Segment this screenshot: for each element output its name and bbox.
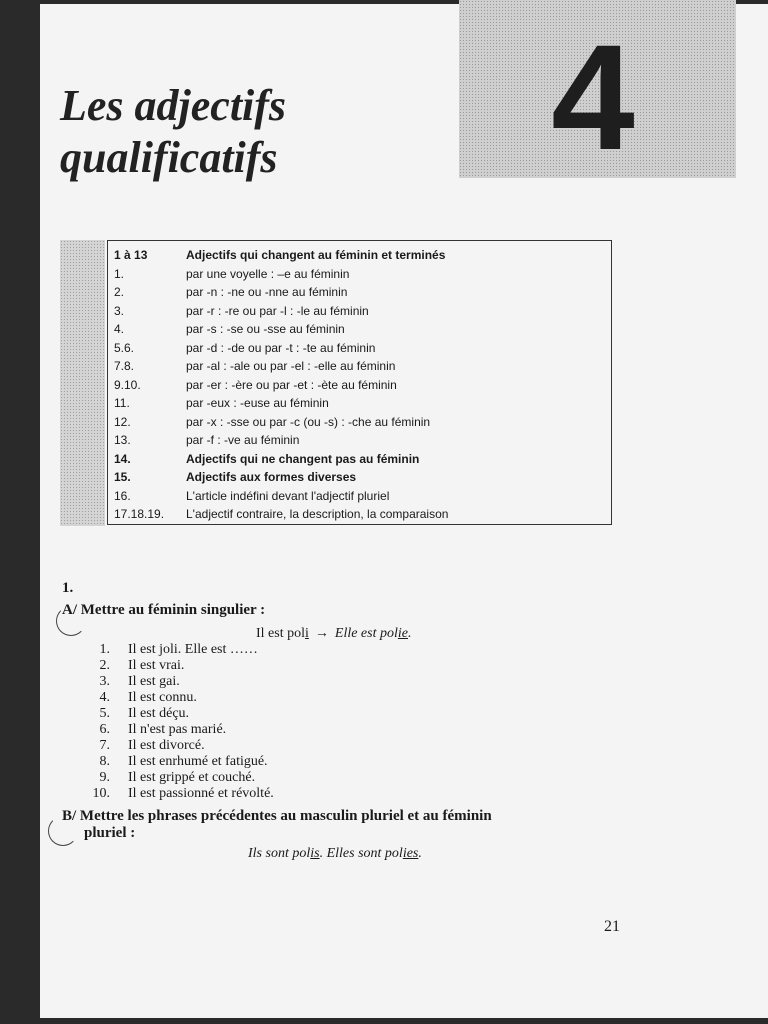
list-item	[84, 786, 274, 802]
list-item-number: 5.	[99, 706, 110, 721]
example-a-prefix: Il est pol	[256, 626, 305, 641]
toc-row-text: par -eux : -euse au féminin	[186, 396, 329, 410]
toc-row-text: Adjectifs aux formes diverses	[186, 470, 357, 484]
section-b-heading-line2: pluriel :	[84, 825, 136, 841]
toc-row	[108, 487, 611, 506]
list-item-text: Il est enrhumé et fatigué.	[128, 754, 268, 769]
list-item	[84, 706, 274, 722]
chapter-number: 4	[551, 13, 635, 181]
section-a-heading: A/ Mettre au féminin singulier :	[62, 602, 266, 618]
toc-row	[108, 431, 611, 450]
example-a	[256, 626, 412, 642]
toc-row	[108, 320, 611, 339]
toc-shade-strip	[60, 240, 105, 526]
section-b-heading	[62, 808, 602, 842]
toc-row-text: par -s : -se ou -sse au féminin	[186, 322, 345, 336]
toc-row-number: 1.	[114, 266, 125, 281]
list-item-text: Il est joli. Elle est ……	[128, 642, 258, 657]
toc-row-number: 11.	[114, 396, 130, 410]
toc-row-number: 17.18.19.	[114, 507, 165, 521]
list-item-text: Il est grippé et couché.	[128, 770, 256, 785]
exercise-number: 1.	[62, 580, 74, 596]
toc-row-number: 9.10.	[114, 377, 141, 392]
toc-row	[108, 450, 611, 469]
toc-row-text: par -f : -ve au féminin	[186, 433, 300, 447]
chapter-title-line1: Les adjectifs	[60, 81, 287, 130]
list-item	[84, 770, 274, 786]
example-a-prefix-underline: i	[305, 626, 309, 641]
chapter-title	[60, 80, 440, 184]
toc-row-number: 7.8.	[114, 359, 135, 373]
toc-row-number: 13.	[114, 433, 131, 447]
list-item	[84, 658, 274, 674]
list-item-number: 4.	[99, 690, 110, 705]
toc-row-number: 12.	[114, 414, 131, 429]
list-item	[84, 754, 274, 770]
toc-row-text: par -er : -ère ou par -et : -ète au féminin	[186, 377, 397, 392]
list-item-number: 3.	[99, 674, 110, 689]
list-item	[84, 690, 274, 706]
list-item-number: 9.	[99, 770, 110, 785]
section-b-heading-line1: B/ Mettre les phrases précédentes au masculin pluriel et au féminin	[62, 808, 492, 824]
list-item-number: 6.	[99, 722, 110, 737]
toc-row	[108, 283, 611, 302]
toc-row	[108, 505, 611, 524]
toc-row-text: L'adjectif contraire, la description, la comparaison	[186, 507, 449, 521]
list-item-text: Il est gai.	[128, 674, 180, 689]
chapter-title-line2: qualificatifs	[60, 133, 278, 182]
toc-row-text: L'article indéfini devant l'adjectif pluriel	[186, 488, 390, 503]
toc-row	[108, 339, 611, 358]
toc-row-text: par -n : -ne ou -nne au féminin	[186, 285, 348, 299]
list-item-text: Il est connu.	[128, 690, 197, 705]
example-b-part1-underline: is	[310, 846, 320, 861]
toc-row-number: 2.	[114, 285, 125, 299]
toc-row	[108, 394, 611, 413]
list-item-text: Il est vrai.	[128, 658, 185, 673]
toc-row-text: par une voyelle : –e au féminin	[186, 266, 350, 281]
arrow-icon: →	[314, 626, 329, 641]
exercise-items	[84, 642, 274, 802]
example-a-result-end: .	[408, 626, 412, 641]
page-number: 21	[604, 918, 620, 935]
toc-row-number: 15.	[114, 470, 131, 484]
toc-row-text: Adjectifs qui changent au féminin et terminés	[186, 248, 446, 262]
list-item-number: 8.	[99, 754, 110, 769]
list-item-text: Il est divorcé.	[128, 738, 205, 753]
toc-row	[108, 413, 611, 432]
list-item	[84, 722, 274, 738]
toc-row	[108, 265, 611, 284]
toc-row-number: 4.	[114, 322, 125, 336]
example-b-part2-underline: ies	[402, 846, 419, 861]
toc-row-number: 3.	[114, 303, 125, 318]
list-item-text: Il est passionné et révolté.	[128, 786, 274, 801]
toc-row	[108, 246, 611, 265]
toc-row	[108, 302, 611, 321]
toc-row-number: 5.6.	[114, 340, 135, 355]
example-b-part2: . Elles sont pol	[319, 846, 403, 861]
example-b-end: .	[418, 846, 422, 861]
list-item-number: 10.	[92, 786, 110, 801]
list-item-text: Il n'est pas marié.	[128, 722, 227, 737]
toc-row	[108, 376, 611, 395]
toc-row-text: par -al : -ale ou par -el : -elle au féminin	[186, 359, 396, 373]
toc-row-number: 14.	[114, 451, 131, 466]
toc-row-text: par -x : -sse ou par -c (ou -s) : -che au féminin	[186, 414, 431, 429]
toc-row	[108, 468, 611, 487]
toc-row-text: par -d : -de ou par -t : -te au féminin	[186, 340, 376, 355]
toc-row-text: Adjectifs qui ne changent pas au féminin	[186, 451, 420, 466]
list-item-number: 7.	[99, 738, 110, 753]
list-item-number: 2.	[99, 658, 110, 673]
toc-row-number: 16.	[114, 488, 131, 503]
example-a-result: Elle est pol	[334, 626, 398, 641]
toc-row-text: par -r : -re ou par -l : -le au féminin	[186, 303, 369, 318]
list-item	[84, 642, 274, 658]
contents-table	[107, 240, 612, 525]
example-a-result-underline: ie	[397, 626, 408, 641]
list-item-number: 1.	[99, 642, 110, 657]
example-b	[248, 846, 422, 862]
list-item-text: Il est déçu.	[128, 706, 190, 721]
example-b-part1: Ils sont pol	[248, 846, 311, 861]
toc-row	[108, 357, 611, 376]
list-item	[84, 738, 274, 754]
list-item	[84, 674, 274, 690]
toc-row-number: 1 à 13	[114, 248, 148, 262]
